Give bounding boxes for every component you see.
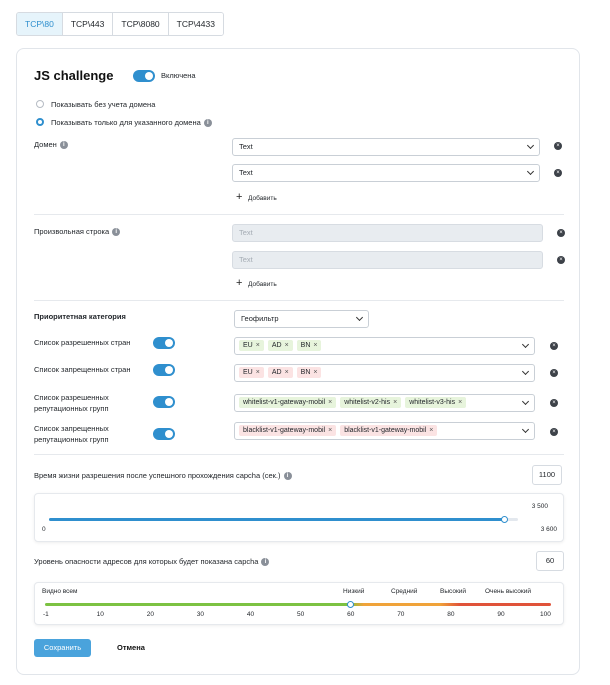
danger-tick-label: 20: [146, 611, 154, 618]
remove-allowed-groups-icon[interactable]: ×: [550, 399, 558, 407]
divider: [34, 454, 564, 455]
forbidden-groups-label-line1: Список запрещенных: [34, 424, 109, 433]
chip: [239, 397, 336, 408]
chevron-down-icon: [522, 398, 529, 405]
allowed-countries-label: Список разрешенных стран: [34, 338, 131, 347]
enabled-label: Включена: [161, 71, 196, 80]
custom-string-label-text: Произвольная строка: [34, 227, 110, 236]
js-challenge-card: [16, 48, 580, 675]
chip-remove-icon[interactable]: ×: [255, 369, 260, 376]
tab-tcp-443[interactable]: TCP\443: [63, 13, 114, 35]
info-icon[interactable]: i: [261, 558, 269, 566]
chip-label: blacklist-v1-gateway-mobil: [344, 427, 427, 434]
chip-label: whitelist-v3-his: [409, 399, 456, 406]
radio-specific-domain-text: Показывать только для указанного домена: [51, 118, 201, 127]
chip-label: whitelist-v1-gateway-mobil: [243, 399, 326, 406]
priority-select-value: Геофильтр: [241, 314, 279, 323]
remove-custom-2-icon[interactable]: ×: [557, 256, 565, 264]
chip: [239, 367, 264, 378]
cancel-button[interactable]: Отмена: [117, 643, 145, 652]
chip-remove-icon[interactable]: ×: [284, 342, 289, 349]
remove-domain-2-icon[interactable]: ×: [554, 169, 562, 177]
danger-tick-label: 60: [347, 611, 355, 618]
chip: [340, 425, 437, 436]
forbidden-groups-label-line2: репутационных групп: [34, 435, 109, 444]
zone-label-low: Низкий: [343, 588, 365, 595]
divider: [34, 300, 564, 301]
chip: [268, 340, 293, 351]
danger-tick-label: 90: [497, 611, 505, 618]
allowed-groups-label: [34, 392, 109, 414]
chevron-down-icon: [356, 314, 363, 321]
allowed-countries-toggle[interactable]: [153, 337, 175, 349]
chip: [297, 340, 322, 351]
tab-tcp-8080[interactable]: TCP\8080: [113, 13, 168, 35]
lifetime-label-text: Время жизни разрешения после успешного прохождения capcha (сек.): [34, 471, 281, 480]
chevron-down-icon: [527, 168, 534, 175]
chip-remove-icon[interactable]: ×: [313, 342, 318, 349]
lifetime-slider-value: 3 500: [531, 503, 548, 510]
lifetime-slider-fill: [49, 518, 505, 521]
danger-tick-label: 80: [447, 611, 455, 618]
danger-tick-label: -1: [43, 611, 49, 618]
danger-level-ticks: [45, 611, 551, 621]
tab-tcp-4433[interactable]: TCP\4433: [169, 13, 223, 35]
remove-forbidden-countries-icon[interactable]: ×: [550, 369, 558, 377]
info-icon[interactable]: i: [284, 472, 292, 480]
zone-label-high: Высокий: [440, 588, 467, 595]
danger-tick-label: 100: [540, 611, 551, 618]
chip-remove-icon[interactable]: ×: [328, 427, 333, 434]
danger-level-value-input[interactable]: 60: [536, 551, 564, 571]
domain-select-1-value: Text: [239, 142, 253, 151]
info-icon[interactable]: i: [112, 228, 120, 236]
danger-level-label: [34, 557, 269, 566]
danger-tick-label: 50: [297, 611, 305, 618]
allowed-groups-label-line1: Список разрешенных: [34, 393, 109, 402]
forbidden-countries-toggle[interactable]: [153, 364, 175, 376]
tab-tcp-80[interactable]: TCP\80: [17, 13, 63, 35]
custom-string-input-1[interactable]: Text: [232, 224, 543, 242]
lifetime-slider-max: 3 600: [540, 526, 557, 533]
danger-tick-label: 10: [96, 611, 104, 618]
radio-all-domains[interactable]: [36, 100, 44, 108]
add-custom-string-button[interactable]: Добавить: [248, 281, 277, 288]
lifetime-slider-card: [34, 493, 564, 542]
custom-string-label: [34, 227, 120, 236]
danger-level-slider-thumb[interactable]: [347, 601, 354, 608]
chevron-down-icon: [522, 426, 529, 433]
domain-label: [34, 140, 68, 149]
radio-specific-domain[interactable]: [36, 118, 44, 126]
chip: [405, 397, 466, 408]
chip: [340, 397, 401, 408]
add-domain-button[interactable]: Добавить: [248, 195, 277, 202]
zone-label-all: Видно всем: [42, 588, 78, 595]
allowed-countries-select[interactable]: [234, 337, 535, 355]
port-tabs: [16, 12, 224, 36]
chip-remove-icon[interactable]: ×: [284, 369, 289, 376]
chip-label: blacklist-v1-gateway-mobil: [243, 427, 326, 434]
info-icon[interactable]: i: [204, 119, 212, 127]
remove-domain-1-icon[interactable]: ×: [554, 142, 562, 150]
priority-label: Приоритетная категория: [34, 312, 126, 321]
chip-remove-icon[interactable]: ×: [328, 399, 333, 406]
domain-select-1[interactable]: [232, 138, 540, 156]
chip: [239, 425, 336, 436]
danger-level-slider-card: [34, 582, 564, 625]
allowed-groups-toggle[interactable]: [153, 396, 175, 408]
lifetime-label: [34, 471, 292, 480]
chip-label: BN: [300, 369, 311, 376]
forbidden-countries-label: Список запрещенных стран: [34, 365, 131, 374]
priority-select[interactable]: [234, 310, 369, 328]
domain-label-text: Домен: [34, 140, 57, 149]
save-button[interactable]: Сохранить: [34, 639, 91, 657]
chevron-down-icon: [527, 142, 534, 149]
danger-level-slider-track[interactable]: [45, 603, 551, 606]
forbidden-countries-select[interactable]: [234, 364, 535, 382]
radio-all-domains-label: Показывать без учета домена: [51, 100, 156, 109]
radio-specific-domain-label: [51, 118, 212, 127]
chip-remove-icon[interactable]: ×: [429, 427, 434, 434]
allowed-groups-select[interactable]: [234, 394, 535, 412]
chevron-down-icon: [522, 341, 529, 348]
divider: [34, 214, 564, 215]
danger-tick-label: 70: [397, 611, 405, 618]
custom-string-input-2[interactable]: Text: [232, 251, 543, 269]
chip: [239, 340, 264, 351]
zone-label-very-high: Очень высокий: [485, 588, 532, 595]
danger-level-label-text: Уровень опасности адресов для которых будет показана capcha: [34, 557, 259, 566]
chip-label: AD: [271, 342, 282, 349]
danger-tick-label: 30: [196, 611, 205, 618]
enabled-toggle[interactable]: [133, 70, 155, 82]
forbidden-groups-label: [34, 423, 109, 445]
chip-label: EU: [243, 369, 253, 376]
lifetime-value-input[interactable]: 1100: [532, 465, 562, 485]
allowed-groups-label-line2: репутационных групп: [34, 404, 109, 413]
chip-remove-icon[interactable]: ×: [393, 399, 398, 406]
lifetime-slider-track[interactable]: [49, 518, 518, 521]
lifetime-slider-thumb[interactable]: [501, 516, 508, 523]
remove-forbidden-groups-icon[interactable]: ×: [550, 428, 558, 436]
plus-icon[interactable]: +: [236, 277, 243, 289]
domain-select-2-value: Text: [239, 168, 253, 177]
chip-label: BN: [300, 342, 311, 349]
zone-label-medium: Средний: [391, 588, 418, 595]
chevron-down-icon: [522, 368, 529, 375]
chip: [297, 367, 322, 378]
forbidden-groups-toggle[interactable]: [153, 428, 175, 440]
chip: [268, 367, 293, 378]
chip-label: EU: [243, 342, 253, 349]
lifetime-slider-min: 0: [42, 526, 46, 533]
danger-tick-label: 40: [246, 611, 255, 618]
page-title: JS challenge: [34, 68, 114, 83]
plus-icon[interactable]: +: [236, 191, 243, 203]
chip-remove-icon[interactable]: ×: [458, 399, 463, 406]
chip-label: whitelist-v2-his: [344, 399, 391, 406]
chip-remove-icon[interactable]: ×: [313, 369, 318, 376]
info-icon[interactable]: i: [60, 141, 68, 149]
remove-allowed-countries-icon[interactable]: ×: [550, 342, 558, 350]
domain-select-2[interactable]: [232, 164, 540, 182]
chip-remove-icon[interactable]: ×: [255, 342, 260, 349]
remove-custom-1-icon[interactable]: ×: [557, 229, 565, 237]
chip-label: AD: [271, 369, 282, 376]
forbidden-groups-select[interactable]: [234, 422, 535, 440]
